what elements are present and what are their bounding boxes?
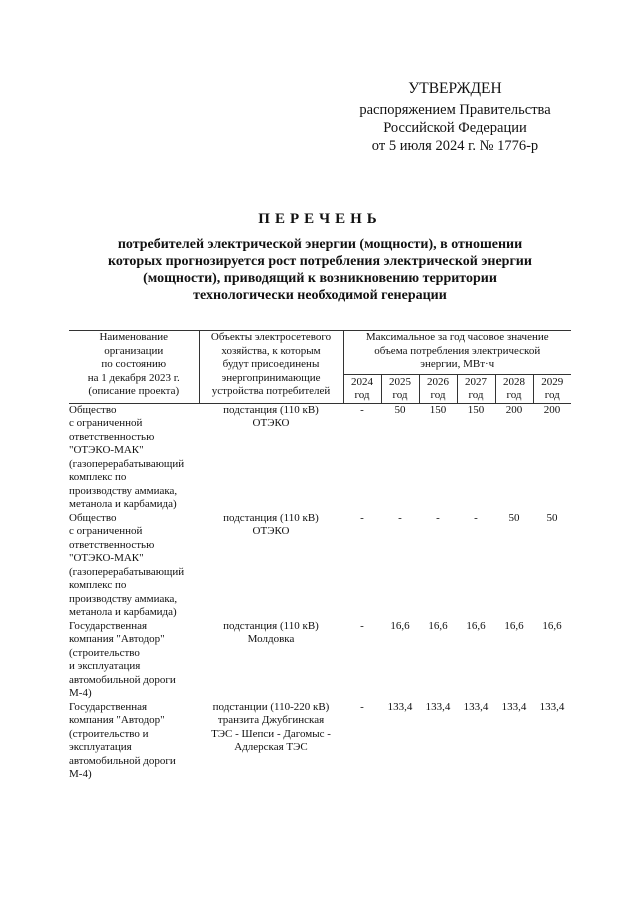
grid-object-cell: подстанции (110-220 кВ) транзита Джубгинская ТЭС - Шепси - Дагомыс - Адлерская ТЭС <box>211 700 331 753</box>
organization-cell: Общество с ограниченной ответственностью "ОТЭКО-МАК" (газоперерабатывающий комплекс по производству аммиака, метанола и карбамида) <box>69 403 185 510</box>
organization-cell: Государственная компания "Автодор" (строительство и эксплуатация автомобильной дороги М-4) <box>69 700 176 780</box>
organization-cell: Общество с ограниченной ответственностью "ОТЭКО-МАК" (газоперерабатывающий комплекс по производству аммиака, метанола и карбамида) <box>69 511 185 618</box>
value-cell: - <box>360 511 364 524</box>
value-cell: 133,4 <box>539 700 565 713</box>
table-row <box>69 701 571 782</box>
value-cell: 16,6 <box>428 619 448 632</box>
value-cell: 200 <box>543 403 561 416</box>
subtitle-line: которых прогнозируется рост потребления электрической энергии <box>108 254 532 269</box>
approval-block <box>330 80 580 155</box>
value-cell: 16,6 <box>466 619 486 632</box>
value-cell: 16,6 <box>390 619 410 632</box>
table-row <box>69 403 571 512</box>
value-cell: - <box>436 511 440 524</box>
table-row <box>69 620 571 701</box>
table-row <box>69 512 571 620</box>
value-cell: 50 <box>394 403 406 416</box>
approval-line: Российской Федерации <box>383 120 527 136</box>
subtitle-line: потребителей электрической энергии (мощности), в отношении <box>117 237 523 252</box>
header-year: 2026 год <box>419 374 457 403</box>
value-cell: 133,4 <box>501 700 527 713</box>
value-cell: 150 <box>429 403 447 416</box>
approval-line: распоряжением Правительства <box>359 102 551 118</box>
value-cell: 133,4 <box>387 700 413 713</box>
grid-object-cell: подстанция (110 кВ) ОТЭКО <box>223 403 319 429</box>
value-cell: 50 <box>546 511 558 524</box>
header-max-consumption: Максимальное за год часовое значение объема потребления электрической энергии, МВт·ч <box>343 331 571 375</box>
header-year: 2029 год <box>533 374 571 403</box>
subtitle-line: (мощности), приводящий к возникновению территории <box>143 271 497 286</box>
value-cell: - <box>360 700 364 713</box>
value-cell: 200 <box>505 403 523 416</box>
value-cell: - <box>360 619 364 632</box>
header-grid-objects: Объекты электросетевого хозяйства, к которым будут присоединены энергопринимающие устройства потребителей <box>199 331 343 404</box>
header-year: 2027 год <box>457 374 495 403</box>
value-cell: 16,6 <box>542 619 562 632</box>
value-cell: 133,4 <box>463 700 489 713</box>
subtitle-line: технологически необходимой генерации <box>193 288 447 303</box>
value-cell: 50 <box>508 511 520 524</box>
grid-object-cell: подстанция (110 кВ) ОТЭКО <box>223 511 319 537</box>
value-cell: 133,4 <box>425 700 451 713</box>
header-year: 2024 год <box>343 374 381 403</box>
header-year: 2025 год <box>381 374 419 403</box>
document-title: ПЕРЕЧЕНЬ <box>258 211 382 227</box>
organization-cell: Государственная компания "Автодор" (строительство и эксплуатация автомобильной дороги М-4) <box>69 619 176 699</box>
document-subtitle <box>80 236 560 304</box>
grid-object-cell: подстанция (110 кВ) Молдовка <box>223 619 319 645</box>
approval-heading: УТВЕРЖДЕН <box>408 80 502 97</box>
value-cell: - <box>474 511 478 524</box>
header-year: 2028 год <box>495 374 533 403</box>
value-cell: - <box>398 511 402 524</box>
value-cell: - <box>360 403 364 416</box>
consumers-table <box>69 330 571 782</box>
value-cell: 16,6 <box>504 619 524 632</box>
approval-line: от 5 июля 2024 г. № 1776-р <box>371 138 539 154</box>
header-organization: Наименование организации по состоянию на 1 декабря 2023 г. (описание проекта) <box>69 331 199 404</box>
value-cell: 150 <box>467 403 485 416</box>
